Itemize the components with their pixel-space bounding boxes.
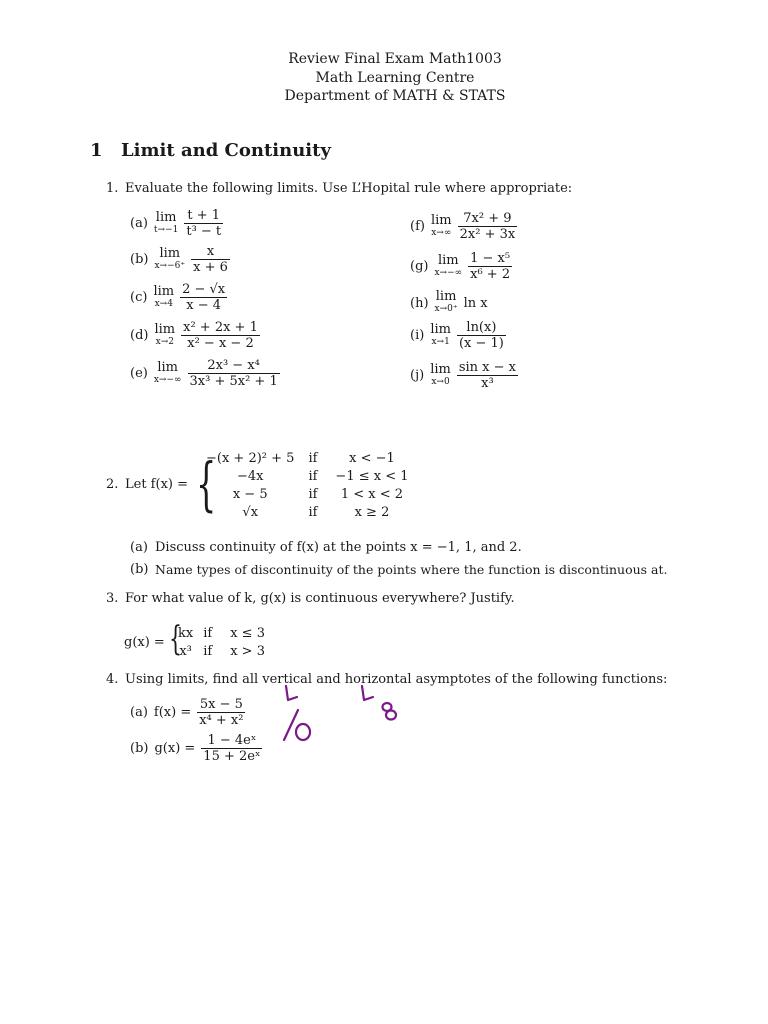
q2-sub-a-label: (a) bbox=[130, 540, 148, 555]
left-brace: { bbox=[169, 619, 182, 659]
fraction: $\frac{\text{x² + 2x + 1}}{\text{x² − x − 2}}$ bbox=[183, 320, 258, 351]
fraction: $\frac{\text{7x² + 9}}{\text{2x² + 3x}}$ bbox=[459, 211, 516, 242]
limit-operator: lim x→0⁺ bbox=[434, 289, 458, 314]
item-label: (a) bbox=[130, 705, 148, 720]
q1-item-c bbox=[130, 282, 227, 313]
item-label: (b) bbox=[130, 252, 149, 267]
doc-subtitle-centre: Math Learning Centre bbox=[315, 70, 475, 86]
fraction: $\frac{\ln(x)}{(x - 1)}$ bbox=[458, 320, 504, 351]
q4-number: 4. bbox=[106, 672, 119, 687]
q4-item-a bbox=[130, 697, 245, 728]
item-label: (g) bbox=[410, 259, 429, 274]
q2-sub-b: Name types of discontinuity of the points where the function is discontinuous at. bbox=[155, 562, 668, 577]
piece-row: x − 5 if 1 < x < 2 bbox=[232, 486, 404, 502]
handwritten-annotation bbox=[270, 680, 410, 750]
limit-operator: lim x→−∞ bbox=[153, 359, 182, 385]
q1-text: Evaluate the following limits. Use L’Hopital rule where appropriate: bbox=[125, 181, 573, 196]
q1-item-i bbox=[410, 320, 506, 351]
limit-operator: lim x→−6⁺ bbox=[154, 245, 186, 271]
q1-item-h bbox=[410, 290, 488, 316]
q2-sub-b-label: (b) bbox=[130, 562, 149, 577]
item-label: (b) bbox=[130, 741, 149, 756]
q1-item-j bbox=[410, 360, 518, 391]
limit-operator: lim x→0 bbox=[430, 361, 451, 387]
section-number: 1 bbox=[90, 140, 103, 161]
limit-operator: lim x→4 bbox=[153, 283, 175, 309]
piece-row: kx if x ≤ 3 bbox=[178, 625, 265, 641]
fraction: $\frac{\text{2x³ − x⁴}}{\text{3x³ + 5x² + 1}}$ bbox=[189, 358, 278, 389]
fraction: $\frac{t + 1}{\text{t³ − t}}$ bbox=[186, 208, 222, 239]
q3-piecewise bbox=[178, 624, 265, 660]
piece-row: −(x + 2)² + 5 if x < −1 bbox=[206, 450, 395, 466]
q2-lead: Let f(x) = bbox=[125, 477, 188, 492]
expression: ln x bbox=[463, 295, 488, 311]
item-label: (d) bbox=[130, 328, 149, 343]
function-lead: f(x) = bbox=[153, 705, 192, 720]
function-lead: g(x) = bbox=[154, 741, 196, 756]
piece-row: −4x if −1 ≤ x < 1 bbox=[236, 468, 409, 484]
item-label: (a) bbox=[130, 216, 148, 231]
q1-item-g bbox=[410, 251, 512, 282]
fraction: $\frac{5x - 5}{\text{x⁴ + x²}}$ bbox=[199, 697, 244, 728]
section-title: Limit and Continuity bbox=[121, 140, 331, 161]
q1-item-b bbox=[130, 244, 230, 275]
left-brace: { bbox=[196, 450, 217, 518]
q3-lead: g(x) = bbox=[124, 635, 165, 650]
doc-title: Review Final Exam Math1003 bbox=[288, 51, 502, 67]
item-label: (h) bbox=[410, 295, 429, 311]
item-label: (e) bbox=[130, 366, 148, 381]
item-label: (i) bbox=[410, 328, 425, 343]
item-label: (j) bbox=[410, 368, 425, 383]
fraction: $\frac{\text{sin x − x}}{\text{x³}}$ bbox=[458, 360, 516, 391]
fraction: $\frac{2 - √x}{x - 4}$ bbox=[182, 282, 226, 313]
piece-row: x³ if x > 3 bbox=[179, 643, 265, 659]
limit-operator: lim x→1 bbox=[430, 321, 451, 347]
piece-row: √x if x ≥ 2 bbox=[242, 504, 390, 520]
q1-item-d bbox=[130, 320, 260, 351]
q3-number: 3. bbox=[106, 591, 119, 606]
limit-operator: lim x→2 bbox=[154, 321, 176, 347]
item-label: (c) bbox=[130, 290, 148, 305]
q1-item-f bbox=[410, 211, 517, 242]
q2-number: 2. bbox=[106, 477, 119, 492]
q1-item-a bbox=[130, 208, 223, 239]
limit-operator: lim x→−∞ bbox=[434, 252, 463, 278]
fraction: $\frac{x}{x + 6}$ bbox=[193, 244, 228, 275]
fraction: $\frac{\text{1 − 4eˣ}}{\text{15 + 2eˣ}}$ bbox=[203, 733, 261, 764]
doc-subtitle-department: Department of MATH & STATS bbox=[284, 88, 506, 104]
q1-item-e bbox=[130, 358, 280, 389]
fraction: $\frac{\text{1 − x⁵}}{\text{x⁶ + 2}}$ bbox=[470, 251, 511, 282]
q4-item-b bbox=[130, 733, 262, 764]
limit-operator: lim x→∞ bbox=[430, 212, 452, 238]
q4-text: Using limits, find all vertical and horizontal asymptotes of the following functions: bbox=[125, 672, 668, 687]
q3-text: For what value of k, g(x) is continuous everywhere? Justify. bbox=[125, 591, 515, 606]
item-label: (f) bbox=[410, 219, 425, 234]
q1-number: 1. bbox=[106, 181, 119, 196]
q2-sub-a: Discuss continuity of f(x) at the points x = −1, 1, and 2. bbox=[155, 540, 522, 555]
q2-piecewise bbox=[206, 449, 409, 521]
limit-operator: lim t→−1 bbox=[153, 209, 179, 235]
